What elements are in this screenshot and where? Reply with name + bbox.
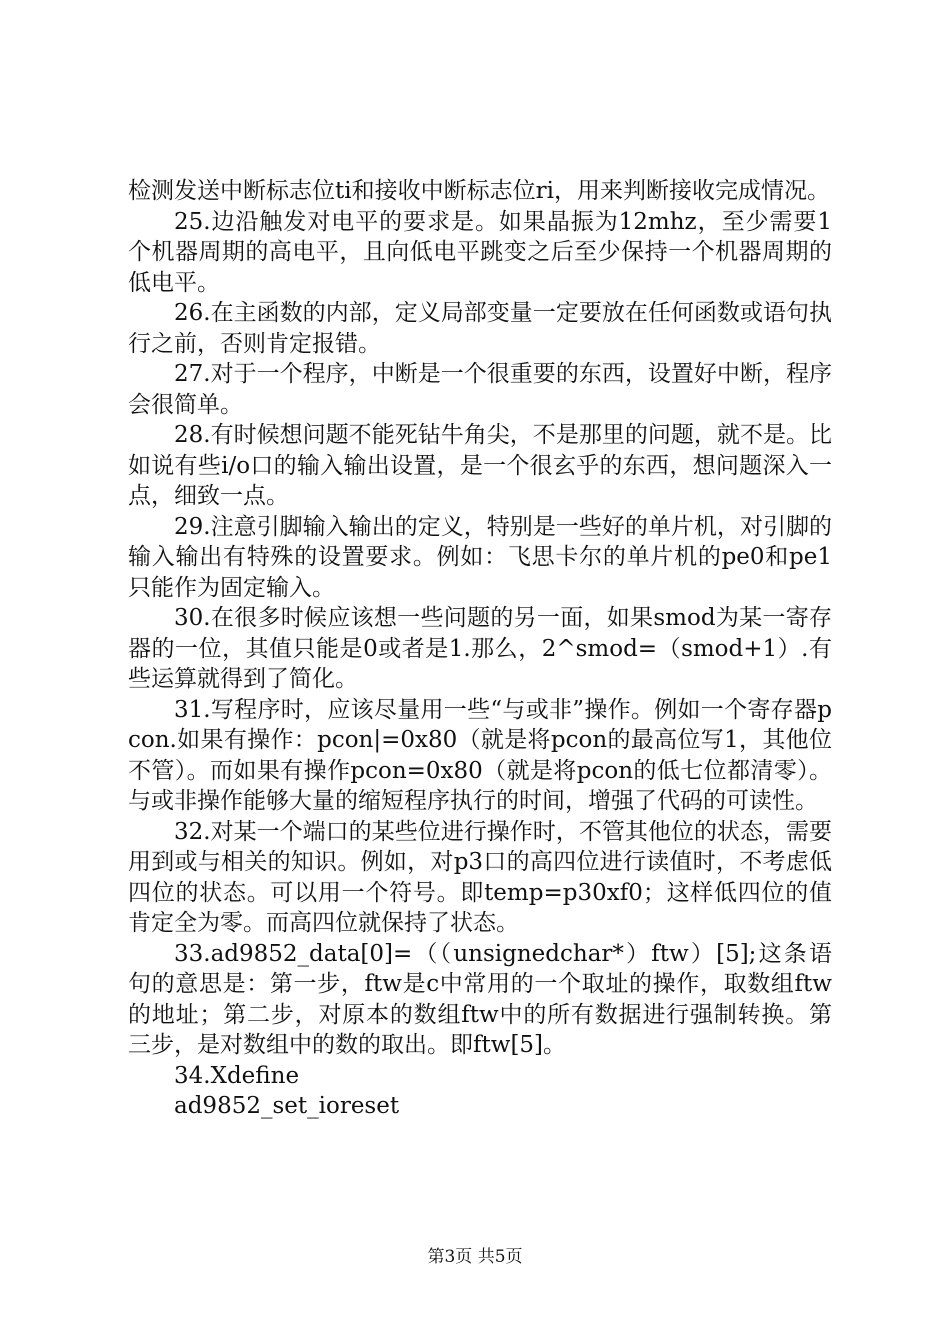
document-body: [128, 176, 832, 1122]
code-line: ad9852_set_ioreset: [174, 1093, 400, 1119]
paragraph-item-33: 33.ad9852_data[0]=（（unsignedchar*）ftw）[5];这条语句的意思是：第一步，ftw是c中常用的一个取址的操作，取数组ftw的地址；第二步，对原本的数组ftw中的所有数据进行强制转换。第三步，是对数组中的数的取出。即ftw[5]。: [128, 940, 832, 1058]
paragraph-item-26: 26.在主函数的内部，定义局部变量一定要放在任何函数或语句执行之前，否则肯定报错。: [128, 300, 832, 357]
paragraph-item-28: 28.有时候想问题不能死钻牛角尖，不是那里的问题，就不是。比如说有些i/o口的输入输出设置，是一个很玄乎的东西，想问题深入一点，细致一点。: [128, 422, 832, 509]
paragraph-item-34: 34.Xdefine: [174, 1062, 300, 1089]
page-footer: 第3页 共5页: [427, 1247, 523, 1267]
paragraph-item-31: 31.写程序时，应该尽量用一些“与或非”操作。例如一个寄存器pcon.如果有操作：pcon|=0x80（就是将pcon的最高位写1，其他位不管）。而如果有操作pcon=0x80（就是将pcon的低七位都清零）。与或非操作能够大量的缩短程序执行的时间，增强了代码的可读性。: [128, 696, 832, 814]
paragraph-item-25: 25.边沿触发对电平的要求是。如果晶振为12mhz，至少需要1个机器周期的高电平，且向低电平跳变之后至少保持一个机器周期的低电平。: [128, 208, 832, 296]
paragraph-item-29: 29.注意引脚输入输出的定义，特别是一些好的单片机，对引脚的输入输出有特殊的设置要求。例如：飞思卡尔的单片机的pe0和pe1只能作为固定输入。: [128, 513, 832, 601]
paragraph-item-30: 30.在很多时候应该想一些问题的另一面，如果smod为某一寄存器的一位，其值只能是0或者是1.那么，2^smod=（smod+1）.有些运算就得到了简化。: [128, 605, 832, 692]
paragraph-item-32: 32.对某一个端口的某些位进行操作时，不管其他位的状态，需要用到或与相关的知识。例如，对p3口的高四位进行读值时，不考虑低四位的状态。可以用一个符号。即temp=p30xf0；这样低四位的值肯定全为零。而高四位就保持了状态。: [128, 818, 832, 936]
paragraph-item-27: 27.对于一个程序，中断是一个很重要的东西，设置好中断，程序会很简单。: [128, 361, 832, 418]
paragraph-continuation: 检测发送中断标志位ti和接收中断标志位ri，用来判断接收完成情况。: [128, 178, 830, 204]
